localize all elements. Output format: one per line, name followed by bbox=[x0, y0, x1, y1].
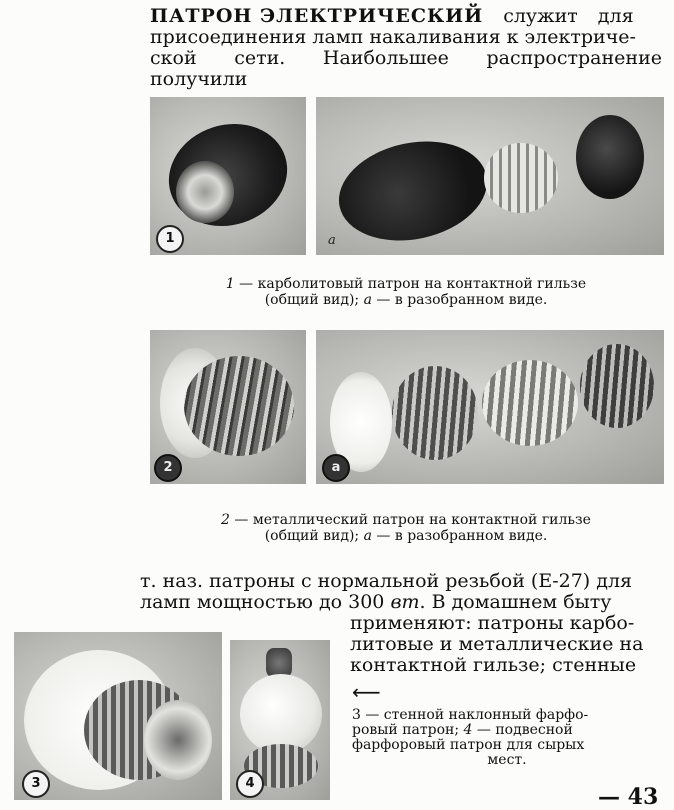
metal-shell bbox=[392, 366, 478, 460]
body-line-5: контактной гильзе; стенные bbox=[350, 654, 637, 676]
figure-1-caption-num: 1 bbox=[225, 276, 235, 292]
figure-3-caption-line-2 bbox=[352, 723, 662, 738]
figure-2-caption-line-2 bbox=[150, 528, 662, 544]
body-line-2-start: ламп мощностью до 300 bbox=[140, 591, 391, 613]
bakelite-cap bbox=[576, 115, 644, 199]
figure-1-caption-text-2: (общий вид); bbox=[264, 292, 364, 308]
figure-4-caption-num: 4 bbox=[463, 722, 473, 738]
figure-3-caption-text-b: — подвесной bbox=[472, 722, 573, 738]
metal-cap bbox=[580, 344, 654, 428]
figure-3-marker: 3 bbox=[22, 770, 50, 798]
figure-4-photo-pendant-socket bbox=[230, 640, 330, 800]
figure-1-caption-line-1 bbox=[150, 276, 662, 292]
figure-3-caption-line-4: мест. bbox=[487, 752, 527, 768]
figure-3-photo-wall-socket bbox=[14, 632, 222, 800]
intro-paragraph bbox=[150, 6, 662, 90]
caption-arrow: ⟵ bbox=[352, 680, 381, 704]
figure-2-caption-num: 2 bbox=[221, 512, 230, 528]
figure-1-caption-a: а bbox=[363, 292, 372, 308]
figure-2-caption-line-1 bbox=[150, 512, 662, 528]
figure-1-photo-disassembled bbox=[316, 97, 664, 255]
figure-2-photo-assembled bbox=[150, 330, 306, 484]
figure-1-caption-line-2 bbox=[150, 292, 662, 308]
figure-1-caption-text-3: — в разобранном виде. bbox=[371, 292, 548, 308]
metal-socket-body bbox=[184, 356, 294, 456]
body-line-2-end: . В домашнем быту bbox=[419, 591, 612, 613]
page-number: — 43 bbox=[598, 784, 659, 810]
body-unit: вт bbox=[390, 591, 420, 613]
figure-1-sub-letter: а bbox=[328, 233, 336, 248]
intro-line-3: ской сети. Наибольшее распространение получили bbox=[150, 47, 662, 90]
figure-2-caption-a: а bbox=[363, 528, 372, 544]
wall-socket-rim bbox=[144, 700, 212, 780]
figure-3-caption bbox=[352, 708, 662, 768]
figure-1-caption bbox=[150, 276, 662, 308]
body-line-4: литовые и металлические на bbox=[350, 633, 644, 655]
figure-2-caption-text-1: — металлический патрон на контактной гильзе bbox=[229, 512, 591, 528]
intro-line-2: присоединения ламп накаливания к электриче- bbox=[150, 26, 636, 48]
figure-2-caption bbox=[150, 512, 662, 544]
figure-4-marker: 4 bbox=[236, 770, 264, 798]
body-line-2 bbox=[140, 592, 664, 613]
pendant-porcelain-body bbox=[240, 674, 322, 754]
intro-line-1 bbox=[150, 6, 662, 27]
body-line-3: применяют: патроны карбо- bbox=[350, 612, 635, 634]
figure-2-caption-text-3: — в разобранном виде. bbox=[371, 528, 548, 544]
body-line-1: т. наз. патроны с нормальной резьбой (Е-27) для bbox=[140, 570, 633, 592]
figure-1-photo-assembled bbox=[150, 97, 306, 255]
figure-2-photo-disassembled bbox=[316, 330, 664, 484]
contact-sleeve bbox=[484, 143, 558, 213]
entry-title: ПАТРОН ЭЛЕКТРИЧЕСКИЙ bbox=[150, 5, 484, 27]
figure-1-marker: 1 bbox=[156, 225, 184, 253]
figure-3-caption-line-3: фарфоровый патрон для сырых bbox=[352, 737, 585, 753]
figure-2-sub-marker: а bbox=[322, 454, 350, 482]
figure-2-marker: 2 bbox=[154, 454, 182, 482]
bakelite-shell bbox=[330, 128, 497, 253]
contact-sleeve-2 bbox=[482, 360, 578, 446]
figure-3-caption-text-a: ровый патрон; bbox=[352, 722, 464, 738]
socket-thread-opening bbox=[176, 161, 234, 223]
figure-2-caption-text-2: (общий вид); bbox=[264, 528, 364, 544]
figure-1-caption-text-1: — карболитовый патрон на контактной гильзе bbox=[234, 276, 587, 292]
figure-3-caption-line-1: 3 — стенной наклонный фарфо- bbox=[352, 707, 589, 723]
intro-line-1-rest: служит для bbox=[483, 5, 634, 27]
